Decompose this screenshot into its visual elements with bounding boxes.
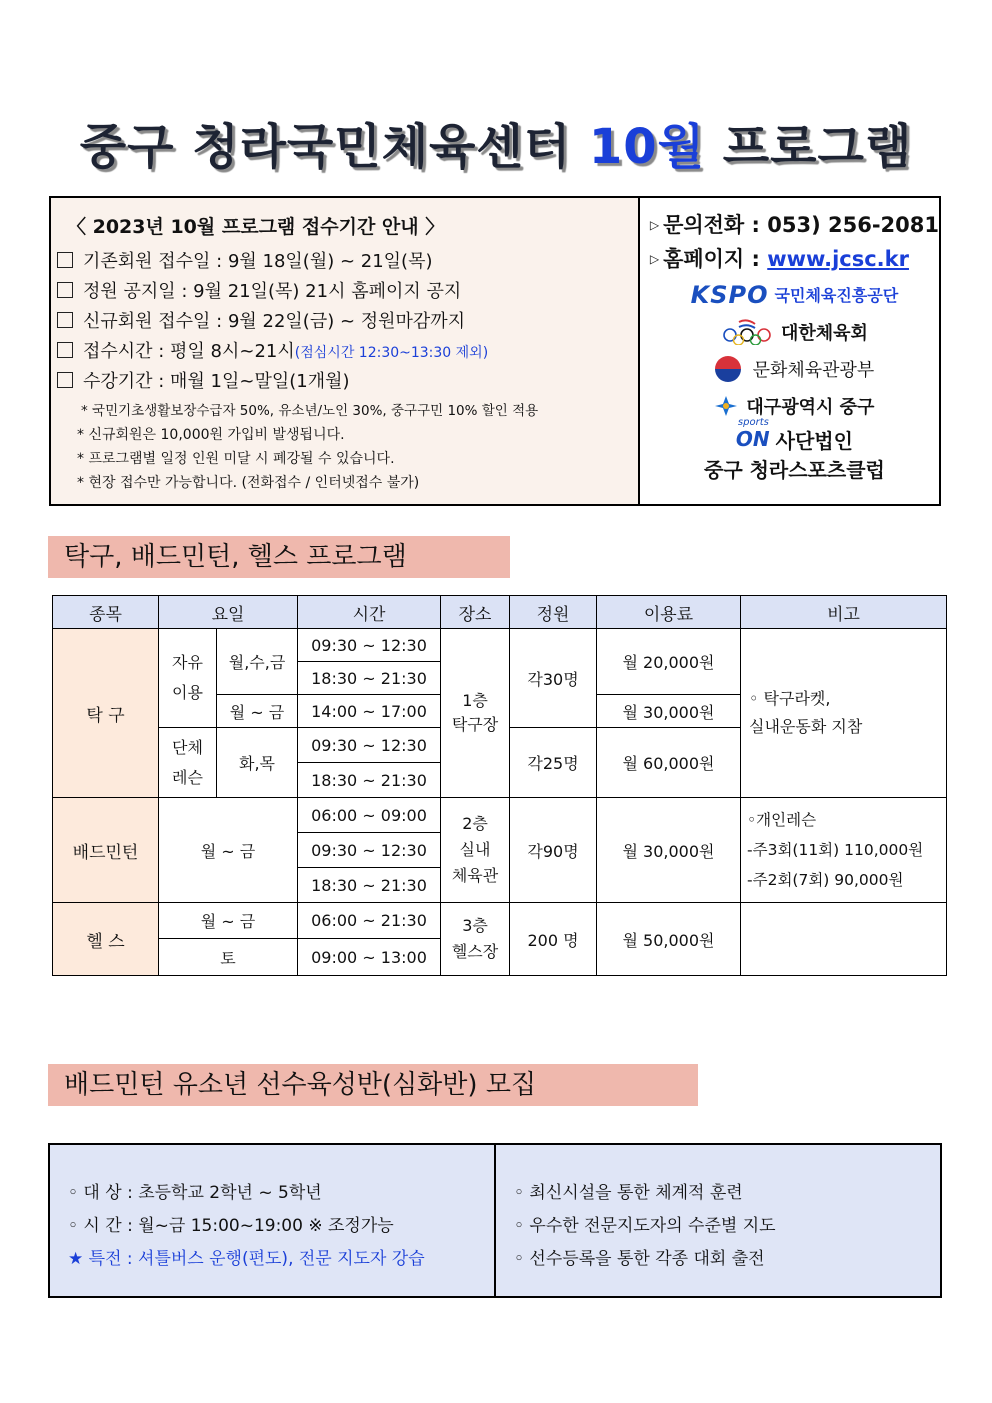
table-row [53, 798, 947, 833]
gym-fee: 월 50,000원 [597, 903, 741, 976]
gym-days-weekday: 월 ~ 금 [159, 903, 298, 939]
time-cell: 06:00 ~ 09:00 [298, 798, 441, 833]
table-header-row [53, 596, 947, 629]
tabletennis-days-mwf: 월,수,금 [217, 629, 298, 695]
title-suffix: 프로그램 [722, 119, 913, 175]
junggu-logo [650, 387, 939, 424]
time-cell: 09:00 ~ 13:00 [298, 939, 441, 976]
time-cell: 09:30 ~ 12:30 [298, 833, 441, 868]
registration-note: * 프로그램별 일정 인원 미달 시 폐강될 수 있습니다. [77, 451, 395, 467]
registration-item-text: 수강기간 : 매월 1일~말일(1개월) [83, 371, 350, 392]
tabletennis-capacity-free: 각30명 [510, 629, 597, 728]
kspo-mark: KSPO [690, 280, 769, 309]
phone-text: 문의전화 : 053) 256-2081 [663, 213, 939, 237]
recruit-time: ◦ 시 간 : 월~금 15:00~19:00 ※ 조정가능 [68, 1216, 394, 1236]
contact-homepage [650, 242, 939, 276]
recruit-benefit: ★ 특전 : 셔틀버스 운행(편도), 전문 지도자 강습 [68, 1249, 425, 1269]
junggu-name: 대구광역시 중구 [746, 396, 875, 418]
header-cell: 장소 [441, 596, 510, 629]
registration-item [57, 247, 638, 277]
recruit-feature: ◦ 선수등록을 통한 각종 대회 출전 [514, 1249, 765, 1269]
triangle-right-icon: ▷ [649, 218, 660, 232]
gym-place: 3층 헬스장 [441, 903, 510, 976]
gym-days-saturday: 토 [159, 939, 298, 976]
category-badminton: 배드민턴 [53, 798, 159, 903]
registration-item [57, 367, 638, 397]
checkbox-icon [57, 282, 73, 298]
registration-heading: 〈 2023년 10월 프로그램 접수기간 안내 〉 [67, 216, 445, 238]
time-cell: 09:30 ~ 12:30 [298, 728, 441, 763]
kspo-name: 국민체육진흥공단 [774, 286, 899, 305]
header-cell: 이용료 [597, 596, 741, 629]
header-cell: 요일 [159, 596, 298, 629]
badminton-capacity: 각90명 [510, 798, 597, 903]
tabletennis-fee-weekday: 월 30,000원 [597, 695, 741, 728]
checkbox-icon [57, 342, 73, 358]
title-month: 10월 [588, 119, 706, 175]
table-row [53, 629, 947, 662]
recruit-feature: ◦ 우수한 전문지도자의 수준별 지도 [514, 1216, 776, 1236]
recruit-feature: ◦ 최신시설을 통한 체계적 훈련 [514, 1183, 743, 1203]
tabletennis-capacity-group: 각25명 [510, 728, 597, 798]
ministry-logo [650, 350, 939, 387]
taeguk-icon [715, 356, 741, 382]
registration-item-text: 접수시간 : 평일 8시~21시 [83, 341, 295, 362]
registration-item-text: 기존회원 접수일 : 9월 18일(월) ~ 21일(목) [83, 251, 433, 272]
gym-remark [741, 903, 947, 976]
tabletennis-fee-group: 월 60,000원 [597, 728, 741, 798]
registration-item-text: 정원 공지일 : 9월 21일(목) 21시 홈페이지 공지 [83, 281, 462, 302]
recruit-target: ◦ 대 상 : 초등학교 2학년 ~ 5학년 [68, 1183, 322, 1203]
tabletennis-days-weekday: 월 ~ 금 [217, 695, 298, 728]
contact-phone [650, 208, 939, 242]
corp-label: 사단법인 [775, 428, 853, 453]
kspo-logo [650, 276, 939, 313]
checkbox-icon [57, 252, 73, 268]
lunch-break-note: (점심시간 12:30~13:30 제외) [294, 345, 489, 361]
club-name: 중구 청라스포츠클럽 [704, 458, 885, 482]
page-title [0, 108, 992, 177]
ministry-name: 문화체육관광부 [752, 359, 875, 381]
sportson-logo [735, 417, 770, 451]
registration-item [57, 277, 638, 307]
time-cell: 18:30 ~ 21:30 [298, 763, 441, 798]
time-cell: 09:30 ~ 12:30 [298, 629, 441, 662]
time-cell: 18:30 ~ 21:30 [298, 662, 441, 695]
sportson-mark: ON [735, 427, 770, 451]
registration-note: * 현장 접수만 가능합니다. (전화접수 / 인터넷접수 불가) [77, 475, 420, 491]
badminton-days: 월 ~ 금 [159, 798, 298, 903]
tabletennis-group-lesson: 단체 레슨 [159, 728, 217, 798]
registration-item [57, 337, 638, 367]
time-cell: 18:30 ~ 21:30 [298, 868, 441, 903]
recruit-details [50, 1145, 496, 1296]
sport-council-name: 대한체육회 [780, 322, 868, 344]
homepage-label: 홈페이지 : [663, 247, 768, 271]
section-heading-programs: 탁구, 배드민턴, 헬스 프로그램 [48, 536, 510, 578]
junggu-emblem-icon [714, 394, 738, 418]
header-cell: 시간 [298, 596, 441, 629]
checkbox-icon [57, 312, 73, 328]
time-cell: 06:00 ~ 21:30 [298, 903, 441, 939]
olympic-rings-icon [721, 319, 773, 345]
registration-note: * 국민기초생활보장수급자 50%, 유소년/노인 30%, 중구구민 10% 할인 적용 [81, 403, 539, 419]
registration-item-text: 신규회원 접수일 : 9월 22일(금) ~ 정원마감까지 [83, 311, 466, 332]
category-gym: 헬 스 [53, 903, 159, 976]
gym-capacity: 200 명 [510, 903, 597, 976]
recruit-box [48, 1143, 942, 1298]
tabletennis-place: 1층 탁구장 [441, 629, 510, 798]
program-table [52, 595, 947, 976]
tabletennis-free-use: 자유 이용 [159, 629, 217, 728]
badminton-remark: ◦개인레슨 -주3회(11회) 110,000원 -주2회(7회) 90,000원 [741, 798, 947, 903]
checkbox-icon [57, 372, 73, 388]
recruit-features [496, 1145, 940, 1296]
tabletennis-remark: ◦ 탁구라켓, 실내운동화 지참 [741, 629, 947, 798]
badminton-fee: 월 30,000원 [597, 798, 741, 903]
contact-panel [640, 198, 939, 504]
title-prefix: 중구 청라국민체육센터 [79, 119, 572, 175]
tabletennis-days-tt: 화,목 [217, 728, 298, 798]
header-cell: 정원 [510, 596, 597, 629]
section-heading-recruit: 배드민턴 유소년 선수육성반(심화반) 모집 [48, 1064, 698, 1106]
badminton-place: 2층 실내 체육관 [441, 798, 510, 903]
header-cell: 비고 [741, 596, 947, 629]
triangle-right-icon: ▷ [649, 252, 660, 266]
category-tabletennis: 탁 구 [53, 629, 159, 798]
registration-note: * 신규회원은 10,000원 가입비 발생됩니다. [77, 427, 345, 443]
club-logo [650, 417, 939, 454]
registration-item [57, 307, 638, 337]
sport-council-logo [650, 313, 939, 350]
homepage-link[interactable]: www.jcsc.kr [767, 247, 909, 271]
table-row [53, 903, 947, 939]
registration-info-box [49, 196, 941, 506]
header-cell: 종목 [53, 596, 159, 629]
sportson-small: sports [737, 417, 769, 428]
tabletennis-fee-mwf: 월 20,000원 [597, 629, 741, 695]
time-cell: 14:00 ~ 17:00 [298, 695, 441, 728]
registration-panel [51, 198, 640, 504]
